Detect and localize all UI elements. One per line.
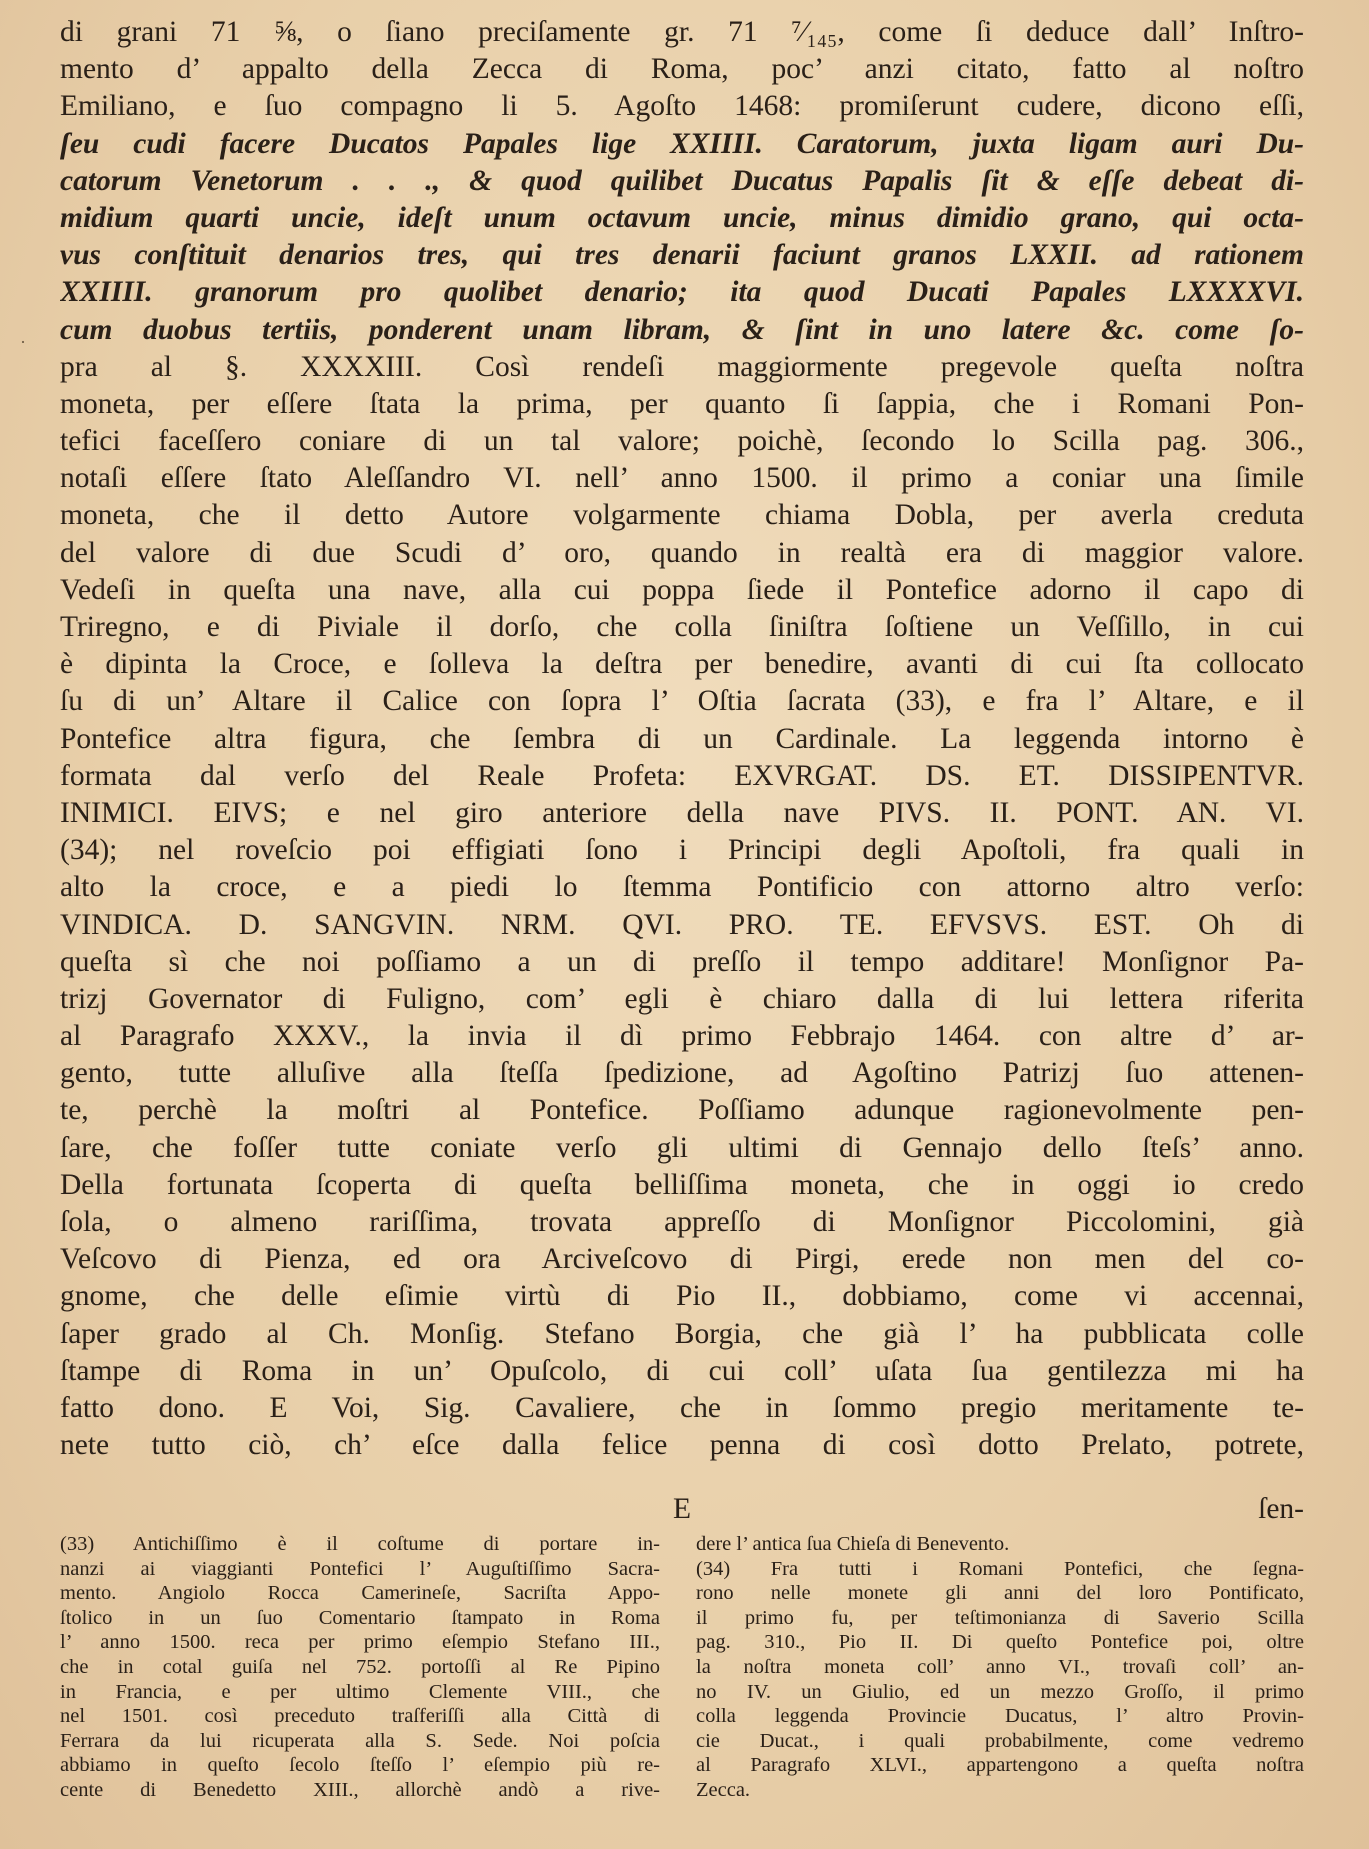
text-line: Triregno, e di Piviale il dorſo, che colla ſiniſtra ſoſtiene un Veſſillo, in cui — [60, 611, 1304, 643]
catchword: ſen- — [1258, 1493, 1304, 1525]
footnote-line: dere l’ antica ſua Chieſa di Benevento. — [696, 1533, 1010, 1555]
footnote-line: rono nelle monete gli anni del loro Pontificato, — [696, 1582, 1304, 1605]
text-line: vus conſtituit denarios tres, qui tres denarii faciunt granos LXXII. ad rationem — [60, 239, 1304, 272]
footnote-line: abbiamo in queſto ſecolo ſteſſo l’ eſempio più re- — [60, 1754, 660, 1777]
footnote-line: la noſtra moneta coll’ anno VI., trovaſi coll’ an- — [696, 1655, 1304, 1678]
main-text-block — [60, 14, 1304, 1464]
text-line: VINDICA. D. SANGVIN. NRM. QVI. PRO. TE. EFVSVS. EST. Oh di — [60, 908, 1304, 941]
text-line: ſeu cudi facere Ducatos Papales lige XXIIII. Caratorum, juxta ligam auri Du- — [60, 127, 1304, 160]
text-line: pra al §. XXXXIII. Così rendeſi maggiormente pregevole queſta noſtra — [60, 350, 1304, 383]
text-line: queſta sì che noi poſſiamo a un di preſſo il tempo additare! Monſignor Pa- — [60, 945, 1304, 978]
footnote-line: pag. 310., Pio II. Di queſto Pontefice poi, oltre — [696, 1631, 1304, 1654]
text-line: Della fortunata ſcoperta di queſta belliſſima moneta, che in oggi io credo — [60, 1168, 1304, 1201]
footnote-line: cente di Benedetto XIII., allorchè andò a rive- — [60, 1778, 660, 1801]
text-line: moneta, che il detto Autore volgarmente chiama Dobla, per averla creduta — [60, 499, 1304, 532]
text-line: tefici faceſſero coniare di un tal valore; poichè, ſecondo lo Scilla pag. 306., — [60, 425, 1304, 458]
margin-mark: · — [20, 332, 26, 352]
footnote-line: cie Ducat., i quali probabilmente, come vedremo — [696, 1729, 1304, 1752]
text-line: ſu di un’ Altare il Calice con ſopra l’ Oſtia ſacrata (33), e fra l’ Altare, e il — [60, 685, 1304, 718]
text-line: del valore di due Scudi d’ oro, quando in realtà era di maggior valore. — [60, 536, 1304, 569]
text-line: di grani 71 ⅝, o ſiano preciſamente gr. 71 ⁷⁄₁₄₅, come ſi deduce dall’ Inſtro- — [60, 16, 1304, 48]
text-line: ſaper grado al Ch. Monſig. Stefano Borgia, che già l’ ha pubblicata colle — [60, 1317, 1304, 1350]
footnote-line: che in cotal guiſa nel 752. portoſſi al Re Pipino — [60, 1655, 660, 1678]
text-line: gnome, che delle eſimie virtù di Pio II., dobbiamo, come vi accennai, — [60, 1280, 1304, 1313]
text-line: Pontefice altra figura, che ſembra di un Cardinale. La leggenda intorno è — [60, 722, 1304, 755]
footnote-line: (34) Fra tutti i Romani Pontefici, che ſegna- — [696, 1557, 1304, 1580]
text-line: (34); nel roveſcio poi effigiati ſono i Principi degli Apoſtoli, fra quali in — [60, 834, 1304, 867]
text-line: INIMICI. EIVS; e nel giro anteriore della nave PIVS. II. PONT. AN. VI. — [60, 796, 1304, 829]
text-line: Veſcovo di Pienza, ed ora Arciveſcovo di Pirgi, erede non men del co- — [60, 1243, 1304, 1276]
footnote-line: mento. Angiolo Rocca Camerineſe, Sacriſta Appo- — [60, 1582, 660, 1605]
text-line: te, perchè la moſtri al Pontefice. Poſſiamo adunque ragionevolmente pen- — [60, 1094, 1304, 1127]
text-line: fatto dono. E Voi, Sig. Cavaliere, che in ſommo pregio meritamente te- — [60, 1391, 1304, 1424]
text-line: alto la croce, e a piedi lo ſtemma Pontificio con attorno altro verſo: — [60, 871, 1304, 904]
text-line: mento d’ appalto della Zecca di Roma, poc’ anzi citato, fatto al noſtro — [60, 53, 1304, 86]
text-line: Emiliano, e ſuo compagno li 5. Agoſto 1468: promiſerunt cudere, dicono eſſi, — [60, 90, 1304, 123]
text-line: ſtampe di Roma in un’ Opuſcolo, di cui coll’ uſata ſua gentilezza mi ha — [60, 1354, 1304, 1387]
footnote-line: (33) Antichiſſimo è il coſtume di portare in- — [60, 1533, 660, 1555]
text-line: al Paragrafo XXXV., la invia il dì primo Febbrajo 1464. con altre d’ ar- — [60, 1020, 1304, 1053]
signature-mark: E — [673, 1493, 692, 1525]
footnote-line: Ferrara da lui ricuperata alla S. Sede. Noi poſcia — [60, 1729, 660, 1752]
footnote-line: nel 1501. così preceduto traſferiſſi alla Città di — [60, 1705, 660, 1728]
footnote-line: al Paragrafo XLVI., appartengono a queſta noſtra — [696, 1754, 1304, 1777]
footnote-line: nanzi ai viaggianti Pontefici l’ Auguſtiſſimo Sacra- — [60, 1557, 660, 1580]
text-line: trizj Governator di Fuligno, com’ egli è chiaro dalla di lui lettera riferita — [60, 982, 1304, 1015]
footnote-column-left — [60, 1532, 660, 1803]
footnote-line: ſtolico in un ſuo Comentario ſtampato in Roma — [60, 1606, 660, 1629]
signature-row — [60, 1490, 1304, 1528]
text-line: gento, tutte alluſive alla ſteſſa ſpedizione, ad Agoſtino Patrizj ſuo attenen- — [60, 1057, 1304, 1090]
text-line: nete tutto ciò, ch’ eſce dalla felice penna di così dotto Prelato, potrete, — [60, 1429, 1304, 1462]
footnote-line: colla leggenda Provincie Ducatus, l’ altro Provin- — [696, 1705, 1304, 1728]
text-line: è dipinta la Croce, e ſolleva la deſtra per benedire, avanti di cui ſta collocato — [60, 648, 1304, 681]
footnote-line: l’ anno 1500. reca per primo eſempio Stefano III., — [60, 1631, 660, 1654]
text-line: ſare, che foſſer tutte coniate verſo gli ultimi di Gennajo dello ſteſs’ anno. — [60, 1131, 1304, 1164]
text-line: notaſi eſſere ſtato Aleſſandro VI. nell’ anno 1500. il primo a coniar una ſimile — [60, 462, 1304, 495]
text-line: formata dal verſo del Reale Profeta: EXVRGAT. DS. ET. DISSIPENTVR. — [60, 759, 1304, 792]
footnote-line: in Francia, e per ultimo Clemente VIII., che — [60, 1680, 660, 1703]
text-line: midium quarti uncie, ideſt unum octavum uncie, minus dimidio grano, qui octa- — [60, 201, 1304, 234]
text-line: XXIIII. granorum pro quolibet denario; ita quod Ducati Papales LXXXXVI. — [60, 276, 1304, 309]
text-line: moneta, per eſſere ſtata la prima, per quanto ſi ſappia, che i Romani Pon- — [60, 387, 1304, 420]
text-line: cum duobus tertiis, ponderent unam libram, & ſint in uno latere &c. come ſo- — [60, 313, 1304, 346]
text-line: catorum Venetorum . . ., & quod quilibet Ducatus Papalis ſit & eſſe debeat di- — [60, 164, 1304, 197]
footnote-line: il primo fu, per teſtimonianza di Saverio Scilla — [696, 1606, 1304, 1629]
footnote-line: no IV. un Giulio, ed un mezzo Groſſo, il primo — [696, 1680, 1304, 1703]
text-line: Vedeſi in queſta una nave, alla cui poppa ſiede il Pontefice adorno il capo di — [60, 573, 1304, 606]
text-line: ſola, o almeno rariſſima, trovata appreſſo di Monſignor Piccolomini, già — [60, 1206, 1304, 1238]
footnote-line: Zecca. — [696, 1778, 751, 1801]
footnote-column-right — [696, 1532, 1304, 1803]
footnotes — [60, 1532, 1304, 1832]
